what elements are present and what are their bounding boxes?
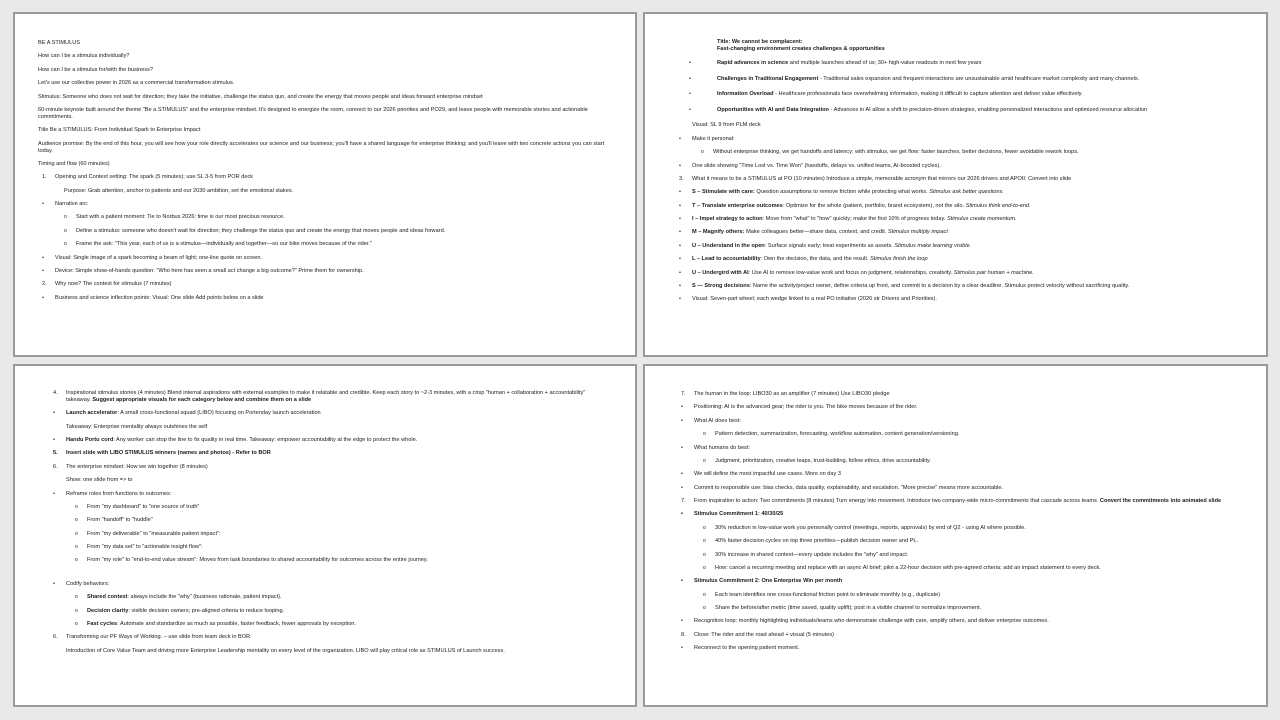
bullet-icon: • <box>53 580 55 587</box>
reframe-label: Reframe roles from functions to outcomes: <box>66 490 172 497</box>
list-number: 8. <box>681 631 686 638</box>
agenda-item-7b <box>677 498 1240 505</box>
agenda-item-8 <box>677 632 1240 639</box>
list-item <box>677 565 1240 572</box>
list-item <box>49 608 611 615</box>
circle-bullet-icon: o <box>75 607 78 614</box>
audience-promise: Audience promise: By the end of this hour, you will see how your role directly accelerates our science and our business; you'll have a shared language for enterprise thinking; and you'll leave with two concrete actions you can start today. <box>38 140 605 154</box>
acronym-bold: T – Translate enterprise outcomes <box>692 202 783 209</box>
list-number: 7. <box>681 498 686 504</box>
inflection-points-line: Business and science inflection points: Visual: One slide Add points below on a slide <box>55 294 264 301</box>
bullet-icon: • <box>679 242 681 249</box>
list-number: 1. <box>42 174 47 181</box>
agenda-item-5 <box>49 450 611 457</box>
spacer <box>49 571 611 581</box>
device-line: Device: Simple show-of-hands question: "Who here has seen a small act change a big outcome?" Prime them for ownership. <box>55 267 364 274</box>
commitment-2-heading: Stimulus Commitment 2: One Enterprise Win per month <box>694 578 843 585</box>
acronym-italic: Stimulus pair human + machine. <box>953 269 1034 276</box>
list-item <box>38 268 611 275</box>
acronym-text: : Name the activity/project owner, define criteria up front, and commit to a decision by a clear deadline. Stimulus protect velocity without sacrificing quality. <box>749 282 1130 289</box>
list-item <box>677 538 1240 545</box>
agenda-item-1 <box>38 174 611 181</box>
acronym-bold: S — Strong decisions <box>692 282 750 289</box>
bullet-icon: • <box>681 511 683 518</box>
bullet-bold: Information Overload <box>717 91 774 98</box>
bullet-icon: • <box>681 618 683 625</box>
list-item <box>675 136 1240 143</box>
narrative-arc-2: Define a stimulus: someone who doesn't wait for direction; they challenge the status quo and create the energy that moves people and ideas forward. <box>76 227 446 234</box>
bullet-icon: • <box>679 189 681 196</box>
bullet-icon: • <box>679 135 681 142</box>
bullet-bold: Challenges in Traditional Engagement <box>717 75 819 82</box>
list-item <box>38 201 611 208</box>
agenda-item-text: From inspiration to action: Two commitments (8 minutes) Turn energy into movement. Introduce two company-wide micro-commitments that cascade across teams. <box>694 498 1100 504</box>
ai-best-label: What AI does best: <box>694 417 741 424</box>
commitment-1-b: 40% faster decision cycles on top three priorities—publish decision owner and PL. <box>715 538 919 545</box>
agenda-item-2 <box>38 281 611 288</box>
bullet-icon: • <box>689 60 691 67</box>
bullet-icon: • <box>679 282 681 289</box>
list-item <box>675 60 1240 67</box>
circle-bullet-icon: o <box>703 524 706 531</box>
slide-subtitle: Fast-changing environment creates challenges & opportunities <box>717 45 885 52</box>
list-item <box>675 76 1240 83</box>
list-item <box>677 618 1240 625</box>
document-page-3 <box>13 364 637 707</box>
circle-bullet-icon: o <box>75 594 78 601</box>
circle-bullet-icon: o <box>75 557 78 564</box>
list-number: 2. <box>42 281 47 288</box>
commitment-1-how: How: cancel a recurring meeting and replace with an async AI brief; pilot a 22-hour decision with pre-agreed criteria; add an impact statement to every deck. <box>715 564 1101 571</box>
bullet-icon: • <box>42 267 44 274</box>
bullet-text: - Healthcare professionals face overwhelming information, making it difficult to capture attention and deliver value effectively. <box>773 91 1083 98</box>
acronym-italic: Stimulus create momentum. <box>947 216 1017 223</box>
recognition-line: Recognition loop: monthly highlighting individuals/teams who demonstrate challenge with care, amplify others, and deliver enterprise outcomes. <box>694 618 1049 625</box>
positioning-line: Positioning: AI is the advanced gear; the rider is you. The bike moves because of the rider. <box>694 404 918 411</box>
circle-bullet-icon: o <box>75 620 78 627</box>
bullet-icon: • <box>681 417 683 424</box>
behavior-text: : visible decision owners; pre-aligned criteria to reduce looping. <box>128 607 285 614</box>
agenda-item-4 <box>49 390 611 404</box>
commitment-2-b: Share the before/after metric (time saved, quality uplift); post in a visible channel to normalize improvement. <box>715 605 982 611</box>
stimulus-definition: Stimulus: Someone who does not wait for direction; they take the initiative, challenge the status quo, and create the energy that moves people and ideas forward enterprise mindset <box>38 93 483 100</box>
bullet-text: - Traditional sales expansion and frequent interactions are unsustainable amid healthcare market complexity and many channels. <box>818 75 1140 82</box>
timing-heading: Timing and flow (60 minutes) <box>38 160 110 167</box>
bullet-icon: • <box>53 437 55 444</box>
acronym-t <box>675 203 1240 210</box>
bullet-icon: • <box>681 578 683 585</box>
agenda-item-6 <box>49 464 611 471</box>
behavior-bold: Decision clarity <box>87 607 129 614</box>
responsible-use-line: Commit to responsible use: bias checks, data quality, explainability, and escalation. "More precise" means more accountable. <box>694 484 1004 491</box>
list-number: 6. <box>53 463 58 470</box>
keynote-description: 60-minute keynote built around the theme "Be a STIMULUS" and the enterprise mindset. It's designed to energize the room, connect to our 2026 priorities and PO29, and leave people with memorable stories and actionable commitments. <box>38 106 588 120</box>
list-item <box>675 91 1240 98</box>
bullet-text: - Advances in AI allow a shift to precision-driven strategies, enabling personalized interactions and optimized resource allocation <box>828 106 1148 113</box>
bullet-icon: • <box>679 296 681 303</box>
circle-bullet-icon: o <box>703 591 706 598</box>
bullet-icon: • <box>679 202 681 209</box>
document-page-2 <box>643 12 1268 357</box>
core-value-team-line: Introduction of Core Value Team and driving more Enterprise Leadership mentality on every level of the organization. LIBO will play critical role as STIMULUS of Launch success. <box>66 647 505 654</box>
list-item <box>675 163 1240 170</box>
circle-bullet-icon: o <box>703 605 706 611</box>
agenda-item-text: Opening and Context setting: The spark (5 minutes); use SL 3-5 from POR deck <box>55 174 254 181</box>
bullet-icon: • <box>681 645 683 652</box>
purpose-line: Purpose: Grab attention, anchor to patients and our 2030 ambition, set the emotional stakes. <box>64 187 294 194</box>
list-item <box>677 418 1240 425</box>
list-item <box>677 578 1240 585</box>
bullet-icon: • <box>42 294 44 301</box>
circle-bullet-icon: o <box>64 227 67 234</box>
without-enterprise-line: Without enterprise thinking, we get handoffs and latency; with stimulus, we get flow: faster launches, better decisions, fewer avoidable rework loops. <box>713 149 1079 156</box>
story-bold: Launch accelerator <box>66 410 118 417</box>
list-item <box>49 594 611 601</box>
bullet-icon: • <box>679 256 681 263</box>
reframe-3: From "my deliverable" to "measurable patient impact": <box>87 530 221 537</box>
behavior-bold: Shared context <box>87 594 128 601</box>
agenda-item-text: Insert slide with LIBO STIMULUS winners (names and photos) - Refer to BOR <box>66 450 271 457</box>
list-item <box>49 437 611 444</box>
commitment-1-heading: Stimulus Commitment 1: 40/30/25 <box>694 511 784 518</box>
reframe-1: From "my dashboard" to "one source of truth" <box>87 503 200 510</box>
list-number: 7. <box>681 391 686 397</box>
define-use-cases-line: We will define the most impactful use cases. More on day 3 <box>694 471 841 478</box>
list-item <box>38 295 611 302</box>
list-item <box>677 485 1240 492</box>
reframe-5: From "my role" to "end-to-end value stream": Moves from task boundaries to shared accountability for outcomes across the entire journey. <box>87 557 428 564</box>
acronym-m <box>675 229 1240 236</box>
acronym-s <box>675 189 1240 196</box>
reframe-2: From "handoff" to "huddle" <box>87 517 153 524</box>
list-item <box>677 471 1240 478</box>
acronym-italic: Stimulus think end-to-end. <box>965 202 1031 209</box>
behavior-text: : always include the "why" (business rationale, patient impact). <box>127 594 282 601</box>
list-item <box>675 107 1240 114</box>
bullet-icon: • <box>42 201 44 208</box>
acronym-l <box>675 256 1240 263</box>
bullet-icon: • <box>689 75 691 82</box>
bullet-bold: Opportunities with AI and Data Integration <box>717 106 829 113</box>
visual-line: Visual: Single image of a spark becoming a beam of light; one-line quote on screen. <box>55 254 262 261</box>
visual-wheel-line: Visual: Seven-part wheel; each wedge linked to a real PO initiative (2026 str Drivers and Priorities). <box>692 296 937 303</box>
agenda-item-text: Inspirational stimulus stories (4 minutes) Blend internal aspirations with external examples to make it relatable and credible. Keep each story to ~2-3 minutes, with a crisp "human + collaboration + accountability" takeaway. <box>66 390 586 403</box>
story-text: : Any worker can stop the line to fix quality in real time. Takeaway: empower accountability at the edge to protect the whole. <box>113 437 418 444</box>
bullet-icon: • <box>679 269 681 276</box>
list-item <box>49 557 611 564</box>
bullet-icon: • <box>681 471 683 478</box>
list-item <box>677 404 1240 411</box>
acronym-u <box>675 243 1240 250</box>
ai-best-list: Pattern detection, summarization, forecasting, workflow automation, content generation/versioning. <box>715 431 960 438</box>
bullet-text: and multiple launches ahead of us; 30+ high-value readouts in next few years <box>788 60 982 67</box>
humans-best-label: What humans do best: <box>694 444 750 451</box>
circle-bullet-icon: o <box>701 149 704 156</box>
acronym-text: : Own the decision, the data, and the result. <box>760 256 871 263</box>
list-item <box>677 592 1240 599</box>
acronym-bold: U – Understand in the open <box>692 242 765 249</box>
doc-heading: BE A STIMULUS <box>38 40 80 46</box>
circle-bullet-icon: o <box>64 241 67 248</box>
list-item <box>677 445 1240 452</box>
acronym-text: Make colleagues better—share data, context, and credit. <box>744 229 888 236</box>
bullet-icon: • <box>53 490 55 497</box>
reconnect-line: Reconnect to the opening patient moment. <box>694 645 800 652</box>
bullet-icon: • <box>679 162 681 169</box>
acronym-bold: S – Stimulate with care: <box>692 189 755 196</box>
bullet-icon: • <box>681 484 683 491</box>
time-lost-line: One slide showing "Time Lost vs. Time Won" (handoffs, delays vs. unified teams, AI-boosted cycles). <box>692 162 941 169</box>
list-item <box>677 552 1240 559</box>
behavior-text: : Automate and standardize as much as possible, faster feedback, fewer approvals by exception. <box>117 620 356 627</box>
make-personal-label: Make it personal: <box>692 135 735 142</box>
show-line: Show: one slide from => to <box>66 477 133 484</box>
story-bold: Handu Portu cord <box>66 437 114 444</box>
narrative-label: Narrative arc: <box>55 201 89 208</box>
list-item <box>49 544 611 551</box>
agenda-item-3 <box>675 176 1240 183</box>
list-item <box>49 517 611 524</box>
circle-bullet-icon: o <box>75 503 78 510</box>
commitment-1-c: 30% increase in shared context—every update includes the "why" and impact. <box>715 551 909 558</box>
acronym-bold: U – Undergird with AI <box>692 269 749 276</box>
acronym-italic: Stimulus ask better questions. <box>929 189 1004 196</box>
document-page-4 <box>643 364 1268 707</box>
agenda-item-text: The enterprise mindset: How we win together (8 minutes) <box>66 463 208 470</box>
list-item <box>675 296 1240 303</box>
story-text: : A small cross-functional squad (LIBO) focusing on Portenday launch acceleration <box>117 410 321 417</box>
circle-bullet-icon: o <box>75 517 78 524</box>
list-item <box>49 504 611 511</box>
list-item <box>49 491 611 498</box>
takeaway-line: Takeaway: Enterprise mentality always outshines the self <box>66 423 208 430</box>
list-item <box>38 241 611 248</box>
list-item <box>49 410 611 417</box>
agenda-item-7 <box>677 391 1240 398</box>
list-number: 3. <box>679 175 684 182</box>
bullet-bold: Rapid advances in science <box>717 60 789 67</box>
list-item <box>677 605 1240 612</box>
list-number: 6. <box>53 634 58 641</box>
collective-power-line: Let's use our collective power in 2026 as a commercial transformation stimulus. <box>38 80 235 87</box>
list-number: 5. <box>53 450 58 457</box>
acronym-text: : Use AI to remove low-value work and focus on judgment, relationships, creativity. <box>748 269 954 276</box>
circle-bullet-icon: o <box>75 544 78 551</box>
agenda-item-text: Transforming our PF Ways of Working. – use slide from team deck in BOR <box>66 634 251 641</box>
question-business: How can I be a stimulus for/with the business? <box>38 66 154 73</box>
agenda-item-text: The human in the loop: LIBO30 as an amplifier (7 minutes) Use LIBO30 pledge <box>694 391 890 397</box>
bullet-icon: • <box>679 229 681 236</box>
agenda-item-6b <box>49 634 611 641</box>
acronym-bold: L – Lead to accountability <box>692 256 761 263</box>
acronym-text: : Move from "what" to "how" quickly; make the first 10% of progress today. <box>762 216 947 223</box>
acronym-text: Question assumptions to remove friction while protecting what works. <box>754 189 930 196</box>
acronym-s2 <box>675 283 1240 290</box>
codify-label: Codify behaviors: <box>66 580 110 587</box>
humans-best-list: Judgment, prioritization, creative leaps, trust-building, follow ethics, drive accountability. <box>715 457 931 464</box>
bullet-icon: • <box>681 444 683 451</box>
bullet-icon: • <box>681 404 683 411</box>
list-item <box>677 431 1240 438</box>
acronym-i <box>675 216 1240 223</box>
bullet-icon: • <box>689 91 691 98</box>
reframe-4: From "my data set" to "actionable insight flow": <box>87 544 203 551</box>
question-individual: How can I be a stimulus individually? <box>38 53 130 60</box>
circle-bullet-icon: o <box>703 564 706 571</box>
list-item <box>677 458 1240 465</box>
visual-line: Visual: SL 9 from PLM deck <box>692 122 761 129</box>
acronym-text: : Surface signals early; treat experiments as assets. <box>764 242 895 249</box>
list-item <box>38 255 611 262</box>
behavior-bold: Fast cycles <box>87 620 118 627</box>
agenda-item-text: What it means to be a STIMULUS at PO (10 minutes) Introduce a simple, memorable acronym that mirrors our 2026 drivers and APOII: Convert into slide <box>692 175 1072 182</box>
acronym-u2 <box>675 270 1240 277</box>
circle-bullet-icon: o <box>703 551 706 558</box>
list-item <box>49 581 611 588</box>
list-item <box>49 621 611 628</box>
document-page-1 <box>13 12 637 357</box>
list-item <box>38 214 611 221</box>
acronym-italic: Stimulus make learning visible. <box>894 242 972 249</box>
list-item <box>675 149 1240 156</box>
acronym-bold: I – Impel strategy to action <box>692 216 763 223</box>
agenda-item-text: Close: The rider and the road ahead + visual (5 minutes) <box>694 631 834 638</box>
circle-bullet-icon: o <box>75 530 78 537</box>
circle-bullet-icon: o <box>703 457 706 464</box>
commitment-1-a: 30% reduction in low-value work you personally control (meetings, reports, approvals) by end of Q2 - using AI where possible. <box>715 524 1026 531</box>
agenda-item-bold: Convert the commitments into animated slide <box>1099 498 1222 504</box>
acronym-italic: Stimulus multiply impact <box>887 229 948 236</box>
commitment-2-a: Each team identifies one cross-functional friction point to eliminate monthly (e.g., duplicate) <box>715 591 941 598</box>
list-item <box>677 525 1240 532</box>
slide-title: Title: We cannot be complacent: <box>717 39 803 45</box>
circle-bullet-icon: o <box>64 214 67 221</box>
narrative-arc-3: Frame the ask: "This year, each of us is a stimulus—individually and together—so our bike moves because of the rider." <box>76 241 372 248</box>
list-item <box>38 228 611 235</box>
keynote-title: Title Be a STIMULUS: From Individual Spark to Enterprise Impact <box>38 127 201 134</box>
circle-bullet-icon: o <box>703 431 706 438</box>
agenda-item-text: Why now? The context for stimulus (7 minutes) <box>55 281 172 288</box>
bullet-icon: • <box>689 106 691 113</box>
list-number: 4. <box>53 390 58 396</box>
acronym-italic: Stimulus finish the loop <box>870 256 928 263</box>
circle-bullet-icon: o <box>703 538 706 545</box>
list-item <box>677 645 1240 652</box>
bullet-icon: • <box>679 216 681 223</box>
acronym-text: : Optimize for the whole (patient, portfolio, brand ecosystem), not the silo. <box>782 202 966 209</box>
bullet-icon: • <box>42 254 44 261</box>
acronym-bold: M – Magnify others: <box>692 229 745 236</box>
agenda-item-bold: Suggest appropriate visuals for each category below and combine them on a slide <box>92 396 312 403</box>
list-item <box>677 511 1240 518</box>
bullet-icon: • <box>53 410 55 417</box>
narrative-arc-1: Start with a patient moment: Tie to Norbus 2026: time is our most precious resource. <box>76 214 285 221</box>
list-item <box>49 531 611 538</box>
